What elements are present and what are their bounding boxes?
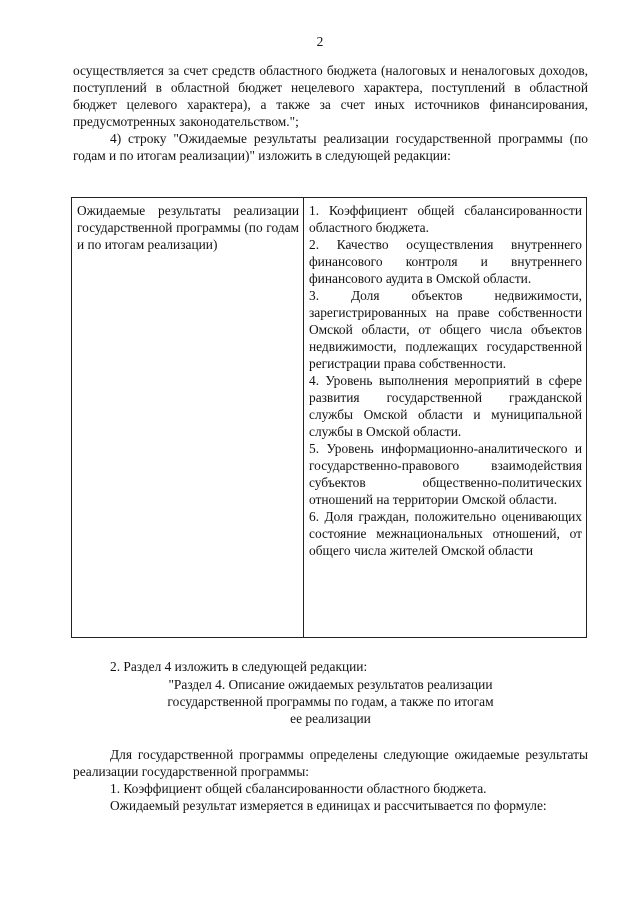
body-item-1: 1. Коэффициент общей сбалансированности областного бюджета. [110, 781, 487, 796]
page-number: 2 [316, 34, 324, 49]
result-item-1: 1. Коэффициент общей сбалансированности областного бюджета. [309, 203, 582, 235]
intro-paragraph: осуществляется за счет средств областного бюджета (налоговых и неналоговых доходов, поступлений в областной бюджет нецелевого характера, поступлений в областной бюджет целевого характера), а также за счет иных источников финансирования, предусмотренных законодательством."; [73, 63, 588, 129]
result-item-2: 2. Качество осуществления внутреннего финансового контроля и внутреннего финансового аудита в Омской области. [309, 237, 582, 286]
point-4-paragraph: 4) строку "Ожидаемые результаты реализации государственной программы (по годам и по итогам реализации)" изложить в следующей редакции: [73, 131, 588, 163]
table-label-cell [72, 198, 304, 638]
table-label-text: Ожидаемые результаты реализации государственной программы (по годам и по итогам реализации) [77, 203, 299, 252]
result-item-5: 5. Уровень информационно-аналитического и государственно-правового взаимодействия субъектов общественно-политических отношений на территории Омской области. [309, 441, 582, 507]
results-table [71, 197, 587, 638]
result-item-6: 6. Доля граждан, положительно оценивающих состояние межнациональных отношений, от общего числа жителей Омской области [309, 509, 582, 558]
table-row [72, 198, 587, 638]
result-item-4: 4. Уровень выполнения мероприятий в сфере развития государственной гражданской службы Омской области и муниципальной службы в Омской области. [309, 373, 582, 439]
section-2-line: 2. Раздел 4 изложить в следующей редакции: [110, 659, 368, 674]
section-heading-line-3: ее реализации [290, 711, 371, 726]
section-heading [73, 676, 588, 727]
body-paragraph-1: Для государственной программы определены следующие ожидаемые результаты реализации государственной программы: [73, 747, 588, 779]
body-paragraph-2: Ожидаемый результат измеряется в единицах и рассчитывается по формуле: [110, 798, 547, 813]
section-heading-line-2: государственной программы по годам, а также по итогам [167, 694, 494, 709]
table-values-cell [304, 198, 587, 638]
section-heading-line-1: "Раздел 4. Описание ожидаемых результатов реализации [168, 677, 493, 692]
result-item-3: 3. Доля объектов недвижимости, зарегистрированных на праве собственности Омской области, от общего числа объектов недвижимости, подлежащих государственной регистрации права собственности. [309, 288, 582, 371]
